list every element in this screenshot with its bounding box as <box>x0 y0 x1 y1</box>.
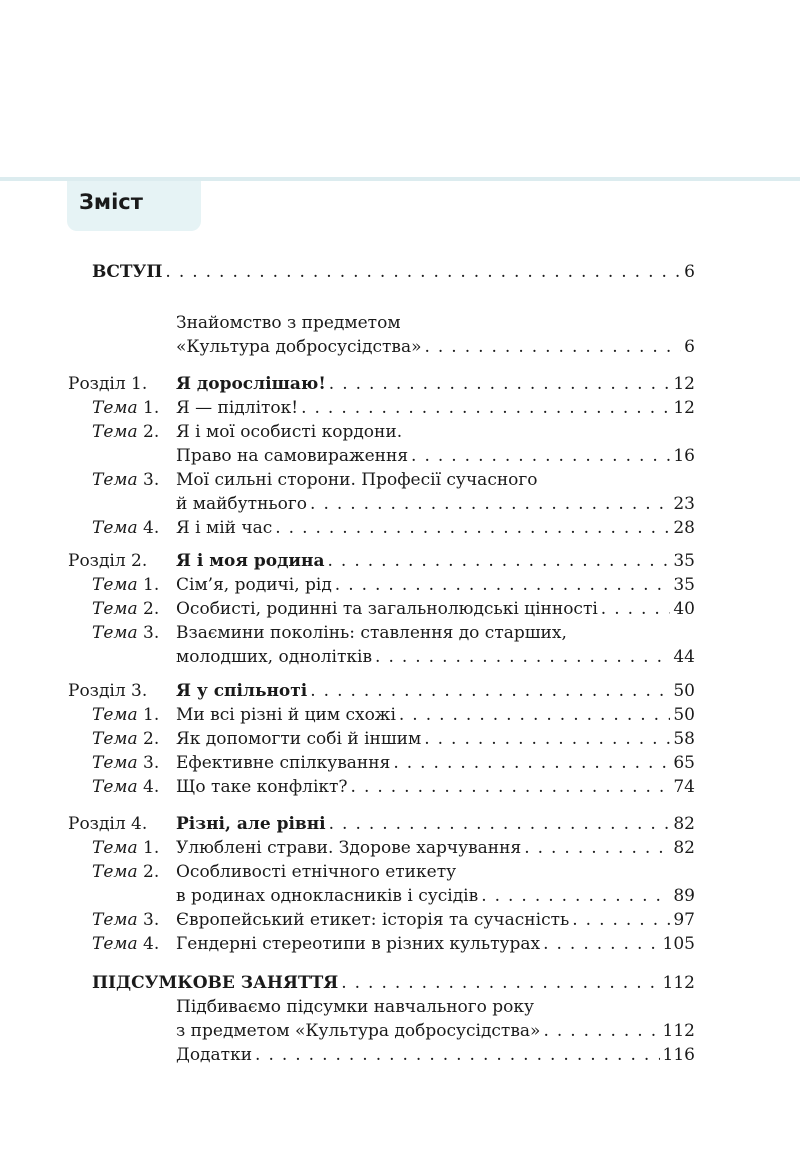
toc-topic[interactable] <box>176 727 695 751</box>
toc-topic-page: 35 <box>673 575 695 595</box>
toc-topic-title: в родинах однокласників і сусідів <box>176 886 479 906</box>
toc-section-title: Я у спільноті <box>176 681 308 701</box>
toc-topic[interactable] <box>176 597 695 621</box>
toc-topic-num: 2. <box>143 599 160 619</box>
toc-topic-num: 4. <box>143 518 160 538</box>
toc-section[interactable] <box>176 372 695 396</box>
toc-topic-prefix: Тема <box>92 838 138 858</box>
toc-topic-label <box>92 597 159 621</box>
toc-topic-prefix: Тема <box>92 398 138 418</box>
toc-topic[interactable] <box>176 908 695 932</box>
toc-topic-prefix: Тема <box>92 934 138 954</box>
toc-final[interactable] <box>92 971 695 995</box>
toc-topic-title: Я — підліток! <box>176 398 299 418</box>
toc-topic-num: 3. <box>143 910 160 930</box>
toc-section-page: 35 <box>673 551 695 571</box>
toc-topic-title: Ми всі різні й цим схожі <box>176 705 396 725</box>
toc-topic-prefix: Тема <box>92 910 138 930</box>
toc-topic[interactable] <box>176 516 695 540</box>
toc-topic-label <box>92 860 159 884</box>
toc-intro-topic-line1[interactable]: Знайомство з предметом <box>176 313 401 333</box>
toc-topic[interactable] <box>176 645 695 669</box>
toc-intro-label: ВСТУП <box>92 262 163 282</box>
toc-topic-title: Особисті, родинні та загальнолюдські цінності <box>176 599 598 619</box>
toc-topic-label <box>92 932 159 956</box>
toc-final-topic-line1[interactable]: Підбиваємо підсумки навчального року <box>176 997 535 1017</box>
toc-intro[interactable] <box>92 260 695 284</box>
toc-topic-title: Улюблені страви. Здорове харчування <box>176 838 522 858</box>
toc-appendix[interactable] <box>176 1043 695 1067</box>
toc-topic-label <box>92 621 159 645</box>
toc-topic[interactable] <box>176 932 695 956</box>
toc-topic-prefix: Тема <box>92 705 138 725</box>
toc-topic-page: 97 <box>673 910 695 930</box>
toc-final-topic-page: 112 <box>662 1021 695 1041</box>
toc-topic-page: 74 <box>673 777 695 797</box>
toc-appendix-page: 116 <box>662 1045 695 1065</box>
toc-topic-label <box>92 751 159 775</box>
toc-topic[interactable] <box>176 884 695 908</box>
toc-topic-page: 89 <box>673 886 695 906</box>
toc-topic-title: Як допомогти собі й іншим <box>176 729 422 749</box>
toc-topic[interactable] <box>176 703 695 727</box>
toc-section-label: Розділ 2. <box>68 551 148 571</box>
toc-topic-title: Європейський етикет: історія та сучасність <box>176 910 570 930</box>
toc-topic-title: Ефективне спілкування <box>176 753 391 773</box>
toc-topic-prefix: Тема <box>92 729 138 749</box>
toc-topic-label <box>92 468 159 492</box>
toc-topic-title: Сім’я, родичі, рід <box>176 575 332 595</box>
toc-topic-title: Що таке конфлікт? <box>176 777 348 797</box>
toc-topic-page: 65 <box>673 753 695 773</box>
toc-topic-prefix: Тема <box>92 862 138 882</box>
toc-section-title: Різні, але рівні <box>176 814 326 834</box>
toc-topic-label <box>92 703 159 727</box>
toc-topic[interactable] <box>176 836 695 860</box>
toc-topic-title: молодших, однолітків <box>176 647 373 667</box>
toc-topic-label <box>92 420 159 444</box>
toc-topic[interactable] <box>176 492 695 516</box>
toc-final-topic[interactable] <box>176 1019 695 1043</box>
toc-appendix-label: Додатки <box>176 1045 253 1065</box>
toc-topic-page: 105 <box>662 934 695 954</box>
toc-topic-prefix: Тема <box>92 518 138 538</box>
toc-topic-num: 1. <box>143 398 160 418</box>
toc-topic-prefix: Тема <box>92 575 138 595</box>
toc-intro-topic-line2: «Культура добросусідства» <box>176 337 422 357</box>
toc-topic-num: 1. <box>143 838 160 858</box>
toc-topic-page: 16 <box>673 446 695 466</box>
toc-topic[interactable] <box>176 573 695 597</box>
toc-section-page: 82 <box>673 814 695 834</box>
page-title: Зміст <box>79 190 143 214</box>
toc-topic-title-line[interactable]: Я і мої особисті кордони. <box>176 422 403 442</box>
toc-topic-num: 3. <box>143 470 160 490</box>
toc-topic-num: 3. <box>143 623 160 643</box>
toc-section-page: 12 <box>673 374 695 394</box>
toc-section-label: Розділ 1. <box>68 374 148 394</box>
toc-topic-label <box>92 573 159 597</box>
toc-topic-label <box>92 727 159 751</box>
toc-topic-label <box>92 836 159 860</box>
toc-topic-prefix: Тема <box>92 623 138 643</box>
toc-topic-prefix: Тема <box>92 470 138 490</box>
toc-final-page: 112 <box>662 973 695 993</box>
header-tab <box>67 181 201 231</box>
toc-topic-num: 4. <box>143 934 160 954</box>
toc-topic-label <box>92 908 159 932</box>
toc-topic[interactable] <box>176 396 695 420</box>
toc-final-topic-line2: з предметом «Культура добросусідства» <box>176 1021 541 1041</box>
toc-section-title: Я дорослішаю! <box>176 374 326 394</box>
toc-topic-page: 12 <box>673 398 695 418</box>
toc-topic-label <box>92 516 159 540</box>
toc-topic-prefix: Тема <box>92 599 138 619</box>
toc-topic-title-line[interactable]: Особливості етнічного етикету <box>176 862 457 882</box>
toc-topic-prefix: Тема <box>92 777 138 797</box>
toc-topic-page: 44 <box>673 647 695 667</box>
toc-topic-num: 2. <box>143 422 160 442</box>
toc-section[interactable] <box>176 679 695 703</box>
toc-topic[interactable] <box>176 775 695 799</box>
toc-final-label: ПІДСУМКОВЕ ЗАНЯТТЯ <box>92 973 339 993</box>
toc-intro-page: 6 <box>684 262 695 282</box>
toc-topic-prefix: Тема <box>92 753 138 773</box>
toc-topic-title: Гендерні стереотипи в різних культурах <box>176 934 541 954</box>
toc-topic-label <box>92 396 159 420</box>
toc-topic-title: Право на самовираження <box>176 446 409 466</box>
toc-topic-page: 82 <box>673 838 695 858</box>
toc-topic[interactable] <box>176 444 695 468</box>
toc-topic-title-line[interactable]: Мої сильні сторони. Професії сучасного <box>176 470 538 490</box>
toc-intro-topic[interactable] <box>176 335 695 359</box>
toc-topic-prefix: Тема <box>92 422 138 442</box>
toc-section[interactable] <box>176 549 695 573</box>
toc-section[interactable] <box>176 812 695 836</box>
toc-section-title: Я і моя родина <box>176 551 325 571</box>
toc-topic-title: й майбутнього <box>176 494 308 514</box>
toc-topic-page: 28 <box>673 518 695 538</box>
toc-section-label: Розділ 4. <box>68 814 148 834</box>
toc-topic-page: 23 <box>673 494 695 514</box>
toc-topic-title-line[interactable]: Взаємини поколінь: ставлення до старших, <box>176 623 567 643</box>
toc-topic-num: 1. <box>143 705 160 725</box>
toc-topic-num: 3. <box>143 753 160 773</box>
toc-topic-page: 40 <box>673 599 695 619</box>
toc-topic-num: 2. <box>143 862 160 882</box>
toc-topic-title: Я і мій час <box>176 518 273 538</box>
toc-topic-num: 2. <box>143 729 160 749</box>
toc-section-page: 50 <box>673 681 695 701</box>
toc-intro-topic-page: 6 <box>684 337 695 357</box>
toc-topic-num: 1. <box>143 575 160 595</box>
toc-section-label: Розділ 3. <box>68 681 148 701</box>
toc-topic-page: 50 <box>673 705 695 725</box>
toc-topic-label <box>92 775 159 799</box>
toc-topic-page: 58 <box>673 729 695 749</box>
toc-topic[interactable] <box>176 751 695 775</box>
toc-topic-num: 4. <box>143 777 160 797</box>
